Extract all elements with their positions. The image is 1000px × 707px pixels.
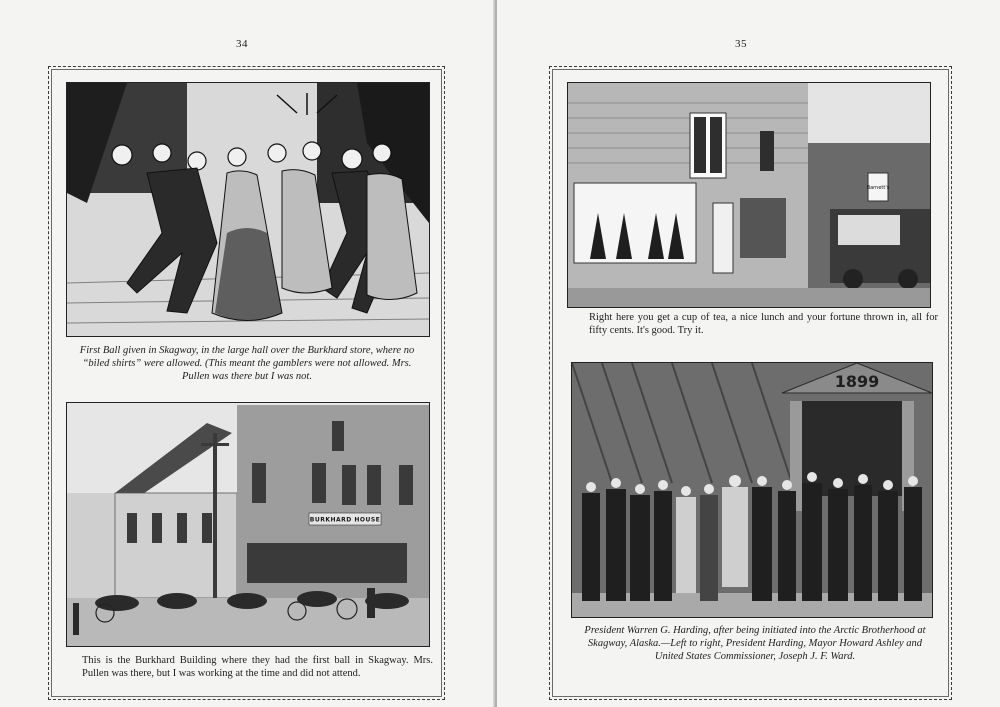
- tea-shop-caption: Right here you get a cup of tea, a nice lunch and your fortune thrown in, all for fifty cents. It's good. Try it.: [589, 312, 938, 336]
- right-page: [497, 0, 1000, 707]
- harding-group-caption: President Warren G. Harding, after being initiated into the Arctic Brotherhood at Skagway, Alaska.—Left to right, President Harding, Mayor Howard Ashley and United States Commissioner, Joseph J. F. Ward.: [584, 625, 926, 662]
- barnetts-sign: Barnett's: [866, 185, 890, 191]
- tea-shop-photo: [567, 82, 931, 308]
- harding-group-photo: [571, 362, 933, 618]
- page-number: 35: [735, 38, 747, 50]
- page-number: 34: [236, 38, 248, 50]
- burkhard-house-sign: BURKHARD HOUSE: [309, 516, 381, 524]
- year-1899-sign: 1899: [834, 372, 880, 391]
- left-page: [0, 0, 495, 707]
- first-ball-illustration: [66, 82, 430, 337]
- burkhard-building-photo: [66, 402, 430, 647]
- burkhard-building-caption: This is the Burkhard Building where they had the first ball in Skagway. Mrs. Pullen was there, but I was working at the time and did not attend.: [82, 655, 433, 679]
- first-ball-caption: First Ball given in Skagway, in the large hall over the Burkhard store, where no “biled shirts” were allowed. (This meant the gamblers were not allowed. Mrs. Pullen was there but I was not.: [79, 345, 415, 382]
